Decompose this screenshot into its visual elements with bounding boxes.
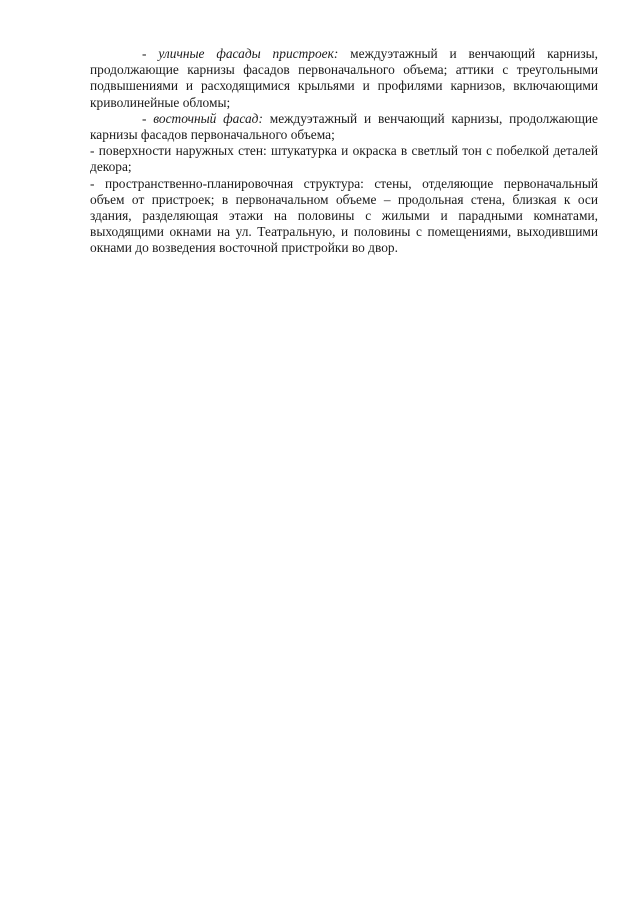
paragraph-text: - поверхности наружных стен: штукатурка и окраска в светлый тон с побелкой деталей декора; (90, 143, 598, 175)
paragraph-lead: - уличные фасады пристроек: (142, 46, 339, 61)
paragraph-lead: - восточный фасад: (142, 110, 263, 126)
paragraph-wall-surfaces (90, 143, 598, 175)
paragraph-planning-structure (90, 176, 598, 257)
paragraph-text: междуэтажный и венчающий карнизы, продолжающие карнизы фасадов первоначального объема; аттики с треугольными подвышениями и расходящимися крыльями и профилями карнизов, включающими криволинейные обломы; (90, 46, 598, 110)
paragraph-text: междуэтажный и венчающий карнизы, продолжающие карнизы фасадов первоначального объема; (90, 110, 598, 143)
paragraph-text: - пространственно-планировочная структура: стены, отделяющие первоначальный объем от пристроек; в первоначальном объеме – продольная стена, близкая к оси здания, разделяющая этажи на половины с жилыми и парадными комнатами, выходящими окнами на ул. Театральную, и половины с помещениями, выходившими окнами до возведения восточной пристройки во двор. (90, 175, 598, 256)
document-body (90, 46, 598, 257)
paragraph-east-facade (90, 111, 598, 143)
paragraph-street-facades (90, 46, 598, 111)
